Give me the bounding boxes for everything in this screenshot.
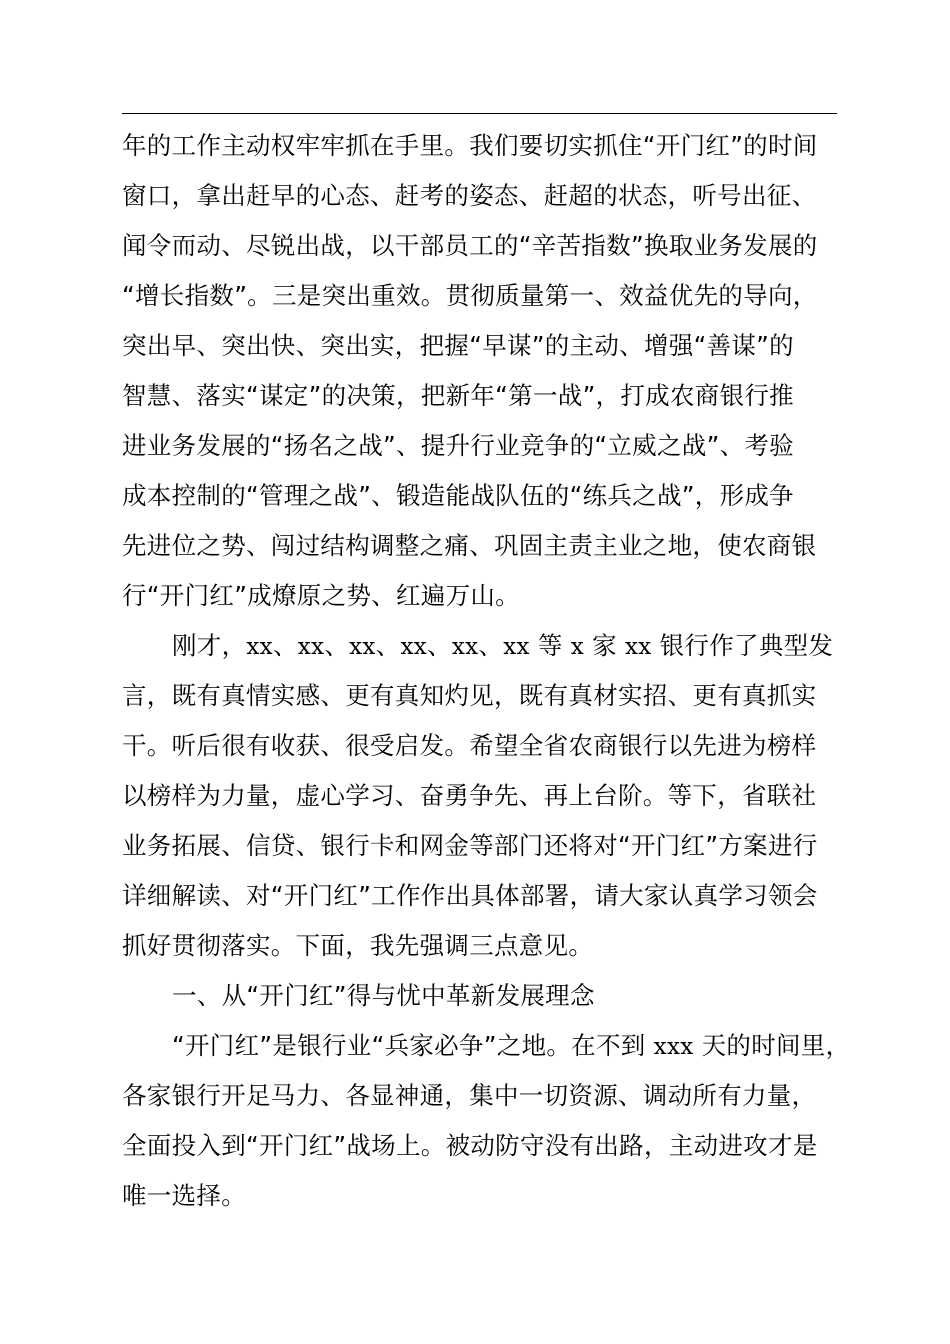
header-rule	[122, 113, 837, 114]
text-line: 窗口，拿出赶早的心态、赶考的姿态、赶超的状态，听号出征、	[122, 181, 817, 210]
text-line: 干。听后很有收获、很受启发。希望全省农商银行以先进为榜样	[122, 731, 817, 760]
text-line: 年的工作主动权牢牢抓在手里。我们要切实抓住“开门红”的时间	[122, 131, 818, 160]
text-line: 抓好贯彻落实。下面，我先强调三点意见。	[122, 931, 594, 960]
text-line: 成本控制的“管理之战”、锻造能战队伍的“练兵之战”，形成争	[122, 481, 794, 510]
text-line: “增长指数”。三是突出重效。贯彻质量第一、效益优先的导向，	[122, 281, 818, 310]
text-line: 详细解读、对“开门红”工作作出具体部署，请大家认真学习领会	[122, 881, 818, 910]
text-line: 先进位之势、闯过结构调整之痛、巩固主责主业之地，使农商银	[122, 531, 817, 560]
section-heading: 一、从“开门红”得与忧中革新发展理念	[172, 981, 595, 1010]
text-line: 业务拓展、信贷、银行卡和网金等部门还将对“开门红”方案进行	[122, 831, 818, 860]
text-line: 智慧、落实“谋定”的决策，把新年“第一战”，打成农商银行推	[122, 381, 794, 410]
text-line: “开门红”是银行业“兵家必争”之地。在不到 xxx 天的时间里，	[172, 1031, 851, 1060]
text-line: 进业务发展的“扬名之战”、提升行业竞争的“立威之战”、考验	[122, 431, 794, 460]
text-line: 以榜样为力量，虚心学习、奋勇争先、再上台阶。等下，省联社	[122, 781, 817, 810]
text-line: 各家银行开足马力、各显神通，集中一切资源、调动所有力量，	[122, 1081, 817, 1110]
text-line: 言，既有真情实感、更有真知灼见，既有真材实招、更有真抓实	[122, 681, 817, 710]
text-line: 唯一选择。	[122, 1181, 246, 1210]
text-line: 行“开门红”成燎原之势、红遍万山。	[122, 581, 520, 610]
document-body	[122, 121, 851, 1221]
text-line: 突出早、突出快、突出实，把握“早谋”的主动、增强“善谋”的	[122, 331, 794, 360]
text-line: 闻令而动、尽锐出战，以干部员工的“辛苦指数”换取业务发展的	[122, 231, 818, 260]
text-line: 全面投入到“开门红”战场上。被动防守没有出路，主动进攻才是	[122, 1131, 818, 1160]
text-line: 刚才，xx、xx、xx、xx、xx、xx 等 x 家 xx 银行作了典型发	[172, 631, 834, 660]
